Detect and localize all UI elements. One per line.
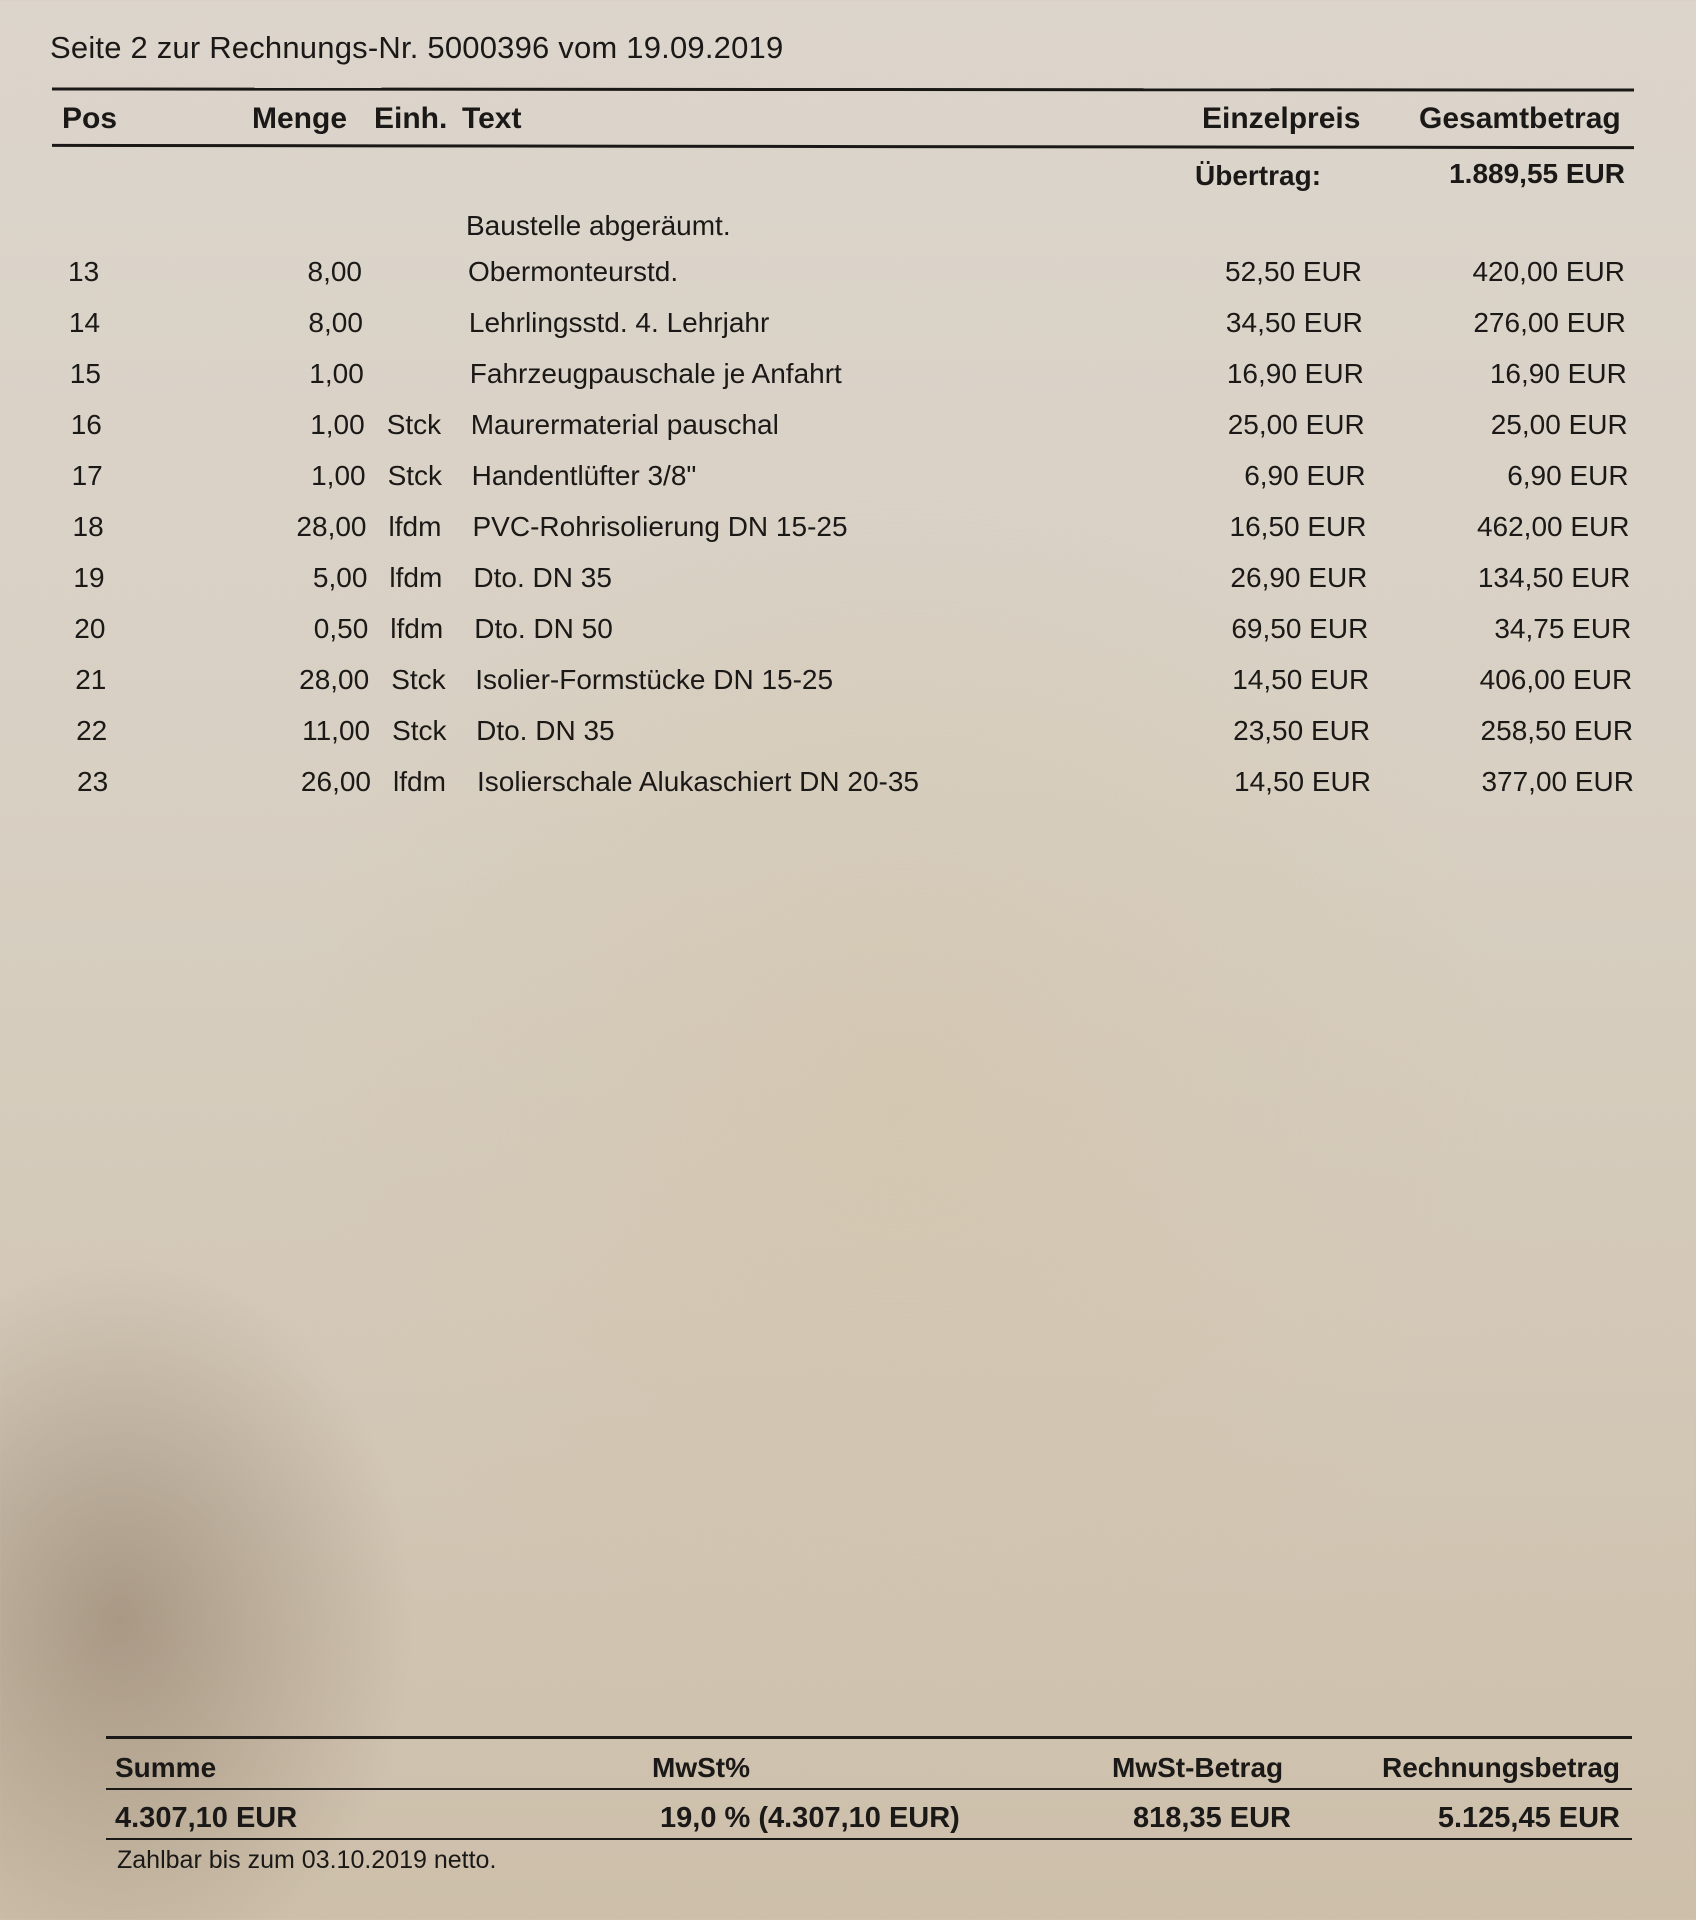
site-note: Baustelle abgeräumt. — [466, 210, 731, 241]
item-einzelpreis: 14,50 EUR — [1234, 766, 1371, 797]
item-einzelpreis: 25,00 EUR — [1227, 409, 1365, 440]
item-einh: lfdm — [390, 613, 444, 644]
item-text: Dto. DN 50 — [474, 613, 613, 644]
table-row — [5, 562, 1696, 612]
item-text: Dto. DN 35 — [473, 562, 612, 593]
summary-header-rechnungsbetrag: Rechnungsbetrag — [1381, 1752, 1620, 1783]
item-pos: 22 — [76, 715, 108, 746]
item-menge: 1,00 — [309, 358, 364, 389]
column-header-einh: Einh. — [374, 102, 448, 135]
table-row — [7, 664, 1696, 714]
item-einh: Stck — [391, 664, 446, 695]
item-einh: Stck — [387, 460, 443, 491]
item-pos: 13 — [68, 256, 100, 287]
item-gesamt: 134,50 EUR — [1477, 562, 1631, 593]
item-gesamt: 258,50 EUR — [1480, 715, 1634, 746]
item-text: Obermonteurstd. — [468, 256, 679, 287]
payment-terms: Zahlbar bis zum 03.10.2019 netto. — [117, 1846, 497, 1874]
summary-divider-top — [106, 1736, 1632, 1739]
page-header: Seite 2 zur Rechnungs-Nr. 5000396 vom 19.09.2019 — [50, 30, 784, 65]
column-header-text: Text — [462, 102, 522, 135]
table-row — [5, 511, 1696, 561]
item-menge: 28,00 — [296, 511, 367, 542]
item-text: Lehrlingsstd. 4. Lehrjahr — [468, 307, 770, 338]
item-menge: 28,00 — [299, 664, 370, 695]
item-einh: lfdm — [389, 562, 443, 593]
item-menge: 26,00 — [300, 766, 371, 797]
header-divider-bottom — [52, 144, 1634, 149]
table-row — [6, 613, 1696, 663]
column-header-pos: Pos — [62, 102, 118, 135]
item-gesamt: 276,00 EUR — [1473, 307, 1626, 338]
item-menge: 5,00 — [312, 562, 368, 593]
summary-divider-middle — [106, 1788, 1632, 1790]
item-einzelpreis: 16,90 EUR — [1226, 358, 1364, 389]
item-einzelpreis: 52,50 EUR — [1225, 256, 1362, 287]
summary-header-mwst-betrag: MwSt-Betrag — [1112, 1752, 1284, 1783]
item-gesamt: 420,00 EUR — [1472, 256, 1625, 287]
summary-header-summe: Summe — [115, 1752, 217, 1783]
item-einzelpreis: 69,50 EUR — [1231, 613, 1369, 644]
summary-header-mwst-percent: MwSt% — [652, 1752, 750, 1783]
item-pos: 18 — [72, 511, 104, 542]
summary-value-mwst-betrag: 818,35 EUR — [1133, 1802, 1291, 1834]
item-gesamt: 25,00 EUR — [1490, 409, 1628, 440]
item-einzelpreis: 16,50 EUR — [1229, 511, 1367, 542]
table-row — [2, 358, 1696, 408]
item-gesamt: 34,75 EUR — [1494, 613, 1632, 644]
item-einzelpreis: 23,50 EUR — [1233, 715, 1371, 746]
item-pos: 14 — [68, 307, 101, 338]
table-row — [1, 307, 1696, 357]
table-row — [3, 409, 1696, 459]
item-einzelpreis: 34,50 EUR — [1225, 307, 1363, 338]
item-pos: 20 — [74, 613, 106, 644]
summary-value-summe: 4.307,10 EUR — [115, 1802, 298, 1834]
table-row — [8, 715, 1696, 765]
column-header-einzelpreis: Einzelpreis — [1202, 102, 1361, 135]
item-text: Maurermaterial pauschal — [470, 409, 779, 440]
item-einzelpreis: 26,90 EUR — [1230, 562, 1368, 593]
item-menge: 8,00 — [307, 256, 362, 287]
item-text: Dto. DN 35 — [476, 715, 615, 746]
item-gesamt: 377,00 EUR — [1481, 766, 1634, 797]
item-pos: 21 — [75, 664, 107, 695]
item-einzelpreis: 6,90 EUR — [1244, 460, 1366, 491]
item-text: Isolier-Formstücke DN 15-25 — [475, 664, 834, 695]
item-text: Isolierschale Alukaschiert DN 20-35 — [477, 766, 919, 797]
carry-over-amount: 1.889,55 EUR — [1449, 158, 1625, 189]
item-menge: 1,00 — [310, 409, 365, 440]
item-menge: 11,00 — [302, 715, 371, 746]
summary-value-rechnungsbetrag: 5.125,45 EUR — [1437, 1802, 1620, 1834]
column-header-gesamtbetrag: Gesamtbetrag — [1419, 102, 1621, 135]
item-gesamt: 462,00 EUR — [1476, 511, 1630, 542]
item-einh: lfdm — [393, 766, 446, 797]
item-pos: 19 — [73, 562, 105, 593]
item-einh: Stck — [392, 715, 447, 746]
carry-over-label: Übertrag: — [1195, 160, 1322, 191]
item-pos: 15 — [69, 358, 101, 389]
column-header-menge: Menge — [252, 102, 348, 135]
item-menge: 8,00 — [308, 307, 363, 338]
table-row — [0, 256, 1696, 306]
item-pos: 23 — [77, 766, 109, 797]
item-pos: 16 — [70, 409, 102, 440]
summary-divider-bottom — [106, 1838, 1632, 1840]
item-text: Fahrzeugpauschale je Anfahrt — [469, 358, 842, 389]
item-menge: 0,50 — [313, 613, 369, 644]
item-gesamt: 406,00 EUR — [1479, 664, 1633, 695]
item-gesamt: 16,90 EUR — [1489, 358, 1627, 389]
item-text: Handentlüfter 3/8" — [471, 460, 697, 491]
item-gesamt: 6,90 EUR — [1507, 460, 1629, 491]
table-row — [4, 460, 1696, 510]
item-einh: lfdm — [388, 511, 442, 542]
item-text: PVC-Rohrisolierung DN 15-25 — [472, 511, 848, 542]
table-row — [9, 766, 1696, 816]
item-einzelpreis: 14,50 EUR — [1232, 664, 1370, 695]
item-menge: 1,00 — [311, 460, 366, 491]
summary-value-mwst-percent: 19,0 % (4.307,10 EUR) — [660, 1802, 960, 1834]
item-einh: Stck — [386, 409, 442, 440]
item-pos: 17 — [71, 460, 103, 491]
header-divider-top — [52, 87, 1634, 91]
